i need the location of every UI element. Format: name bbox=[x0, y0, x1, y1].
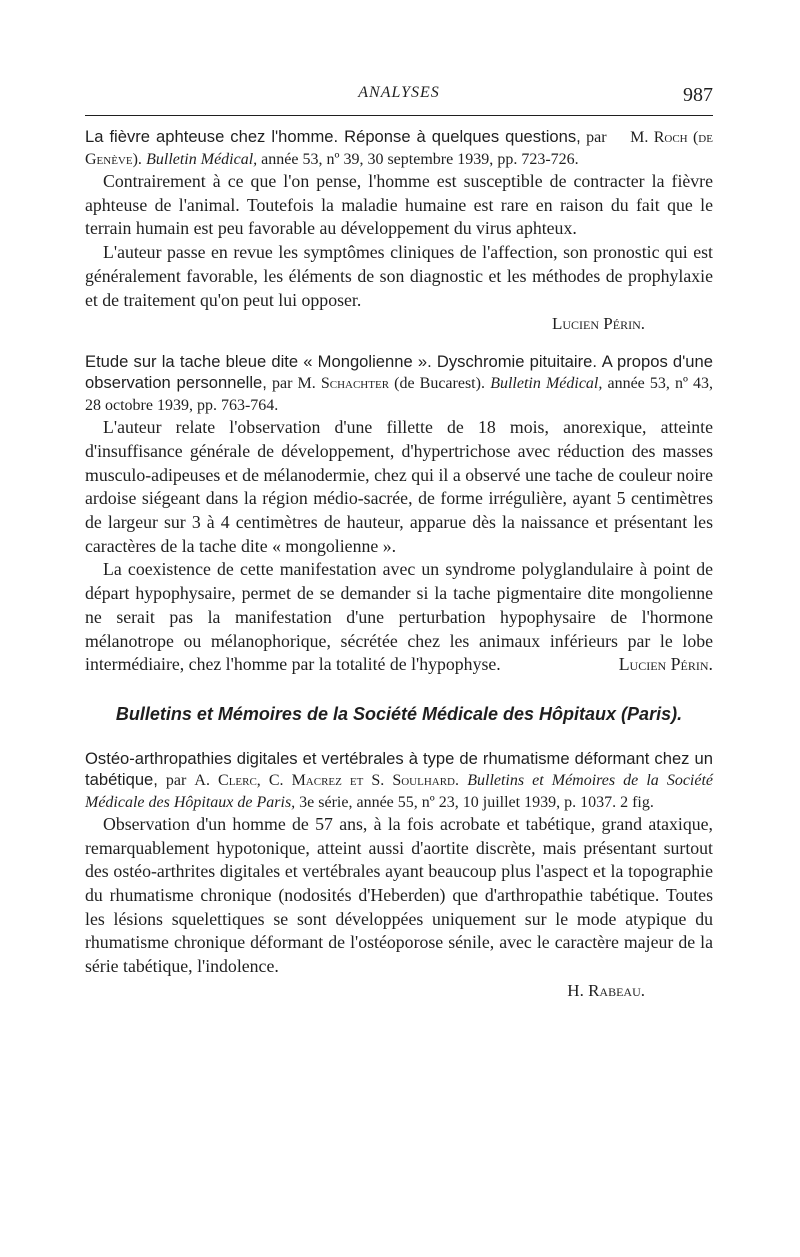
paragraph: Observation d'un homme de 57 ans, à la fois acrobate et tabétique, grand ataxique, remarquablement hypotonique, atteint aussi d'aortite discrète, mais présentant surtout des ostéo-arthrites digitales et vertébrales ayant beaucoup plus l'aspect et la topographie du rhumatisme chronique (nodosités d'Heberden) que d'arthropathie tabétique. Toutes les lésions squelettiques se sont développées uniquement sur le mode atypique du rhumatisme chronique déformant de l'ostéoporose sénile, avec le caractère majeur de la série tabétique, l'indolence. bbox=[85, 813, 713, 977]
reference-author: M. Roch (de Genève). bbox=[85, 129, 713, 168]
paragraph bbox=[85, 558, 713, 677]
reference-journal: Bulletin Médical, bbox=[146, 151, 258, 168]
header-rule bbox=[85, 115, 713, 116]
article-title-line2: A propos d'une observation personnelle, bbox=[85, 352, 713, 393]
article-fievre-aphteuse bbox=[85, 126, 713, 335]
paragraph: L'auteur relate l'observation d'une fillette de 18 mois, anorexique, atteinte d'insuffisance générale de développement, d'hypertrichose avec réduction des masses musculo-adipeuses et de mélanodermie, chez qui il a observé une tache de couleur noire ardoise siégeant dans la région médio-sacrée, de forme irrégulière, ayant 5 centimètres de largeur sur 3 à 4 centimètres de hauteur, apparue dès la naissance et présentant les caractères de la tache dite « mongolienne ». bbox=[85, 417, 713, 556]
running-title: ANALYSES bbox=[358, 84, 440, 101]
reference-pages: pp. 723-726. bbox=[497, 151, 579, 168]
paragraph: Contrairement à ce que l'on pense, l'homme est susceptible de contracter la fièvre aphteuse de l'animal. Toutefois la maladie humaine est rare en raison du fait que le terrain humain est peu favorable au développement du virus aphteux. bbox=[85, 171, 713, 239]
page-content bbox=[85, 126, 713, 1002]
reference-authors: A. Clerc, C. Macrez et S. Soulhard. bbox=[194, 771, 460, 789]
reference-journal: Bulletins et Mémoires de la Société Médicale des Hôpitaux de Paris, bbox=[85, 771, 714, 811]
reference-details: 3e série, année 55, nº 23, 10 juillet 1939, p. 1037. 2 fig. bbox=[295, 793, 654, 811]
reference-journal: Bulletin Médical, bbox=[490, 375, 603, 393]
article-heading bbox=[85, 126, 713, 170]
article-heading bbox=[85, 748, 713, 813]
reference-par: par bbox=[266, 375, 298, 393]
article-tache-bleue bbox=[85, 351, 713, 677]
reference-details: année 53, nº 43, 28 octobre 1939, pp. 763-764. bbox=[85, 375, 714, 415]
signature: Lucien Périn. bbox=[618, 654, 713, 675]
reference-par: par bbox=[157, 771, 195, 789]
article-osteo-arthropathies bbox=[85, 748, 713, 1002]
reference-place: (de Bucarest). bbox=[389, 375, 485, 393]
article-title: Ostéo-arthropathies digitales et vertébrales à type de rhumatisme déformant chez un tabétique, bbox=[85, 748, 713, 789]
reference-par: par bbox=[580, 129, 607, 146]
reference-details: année 53, nº 39, 30 septembre 1939, bbox=[257, 151, 494, 168]
section-title: Bulletins et Mémoires de la Société Médicale des Hôpitaux (Paris). bbox=[115, 703, 683, 724]
reference-author: M. Schachter bbox=[297, 375, 390, 393]
paragraph: L'auteur passe en revue les symptômes cliniques de l'affection, son pronostic qui est généralement favorable, les éléments de son diagnostic et les méthodes de prophylaxie et de traitement qu'on peut lui opposer. bbox=[85, 242, 713, 310]
paragraph-text: La coexistence de cette manifestation avec un syndrome polyglandulaire à point de départ hypophysaire, permet de se demander si la tache pigmentaire dite mongolienne ne serait pas la manifestation d'une perturbation hypophysaire de l'hormone mélanotrope ou mélanophorique, sécrétée chez les animaux inférieurs par le lobe intermédiaire, chez l'homme par la totalité de l'hypophyse. bbox=[85, 559, 713, 675]
signature: H. Rabeau. bbox=[567, 980, 645, 1000]
article-title: La fièvre aphteuse chez l'homme. Réponse à quelques questions, bbox=[85, 127, 581, 146]
page-header bbox=[85, 84, 713, 108]
page-number: 987 bbox=[683, 84, 713, 106]
article-heading bbox=[85, 351, 713, 416]
article-title-line1: Etude sur la tache bleue dite « Mongolienne ». Dyschromie pituitaire. bbox=[85, 352, 597, 372]
signature: Lucien Périn. bbox=[552, 314, 645, 334]
